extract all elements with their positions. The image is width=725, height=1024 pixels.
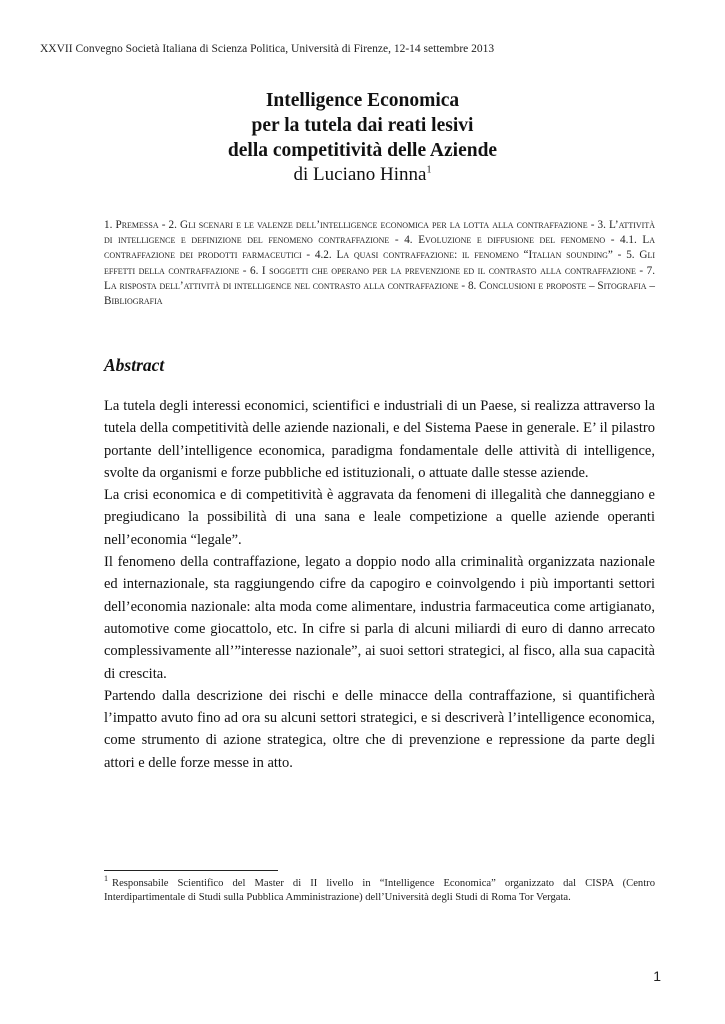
- abstract-paragraph: La crisi economica e di competitività è aggravata da fenomeni di illegalità che danneggiano e pregiudicano la possibilità di una sana e leale competizione a quelle aziende operanti nell’economia “legale”.: [104, 487, 655, 548]
- author-line: [0, 163, 725, 187]
- title-line-2: per la tutela dai reati lesivi: [251, 115, 474, 136]
- footnote-separator: [104, 870, 278, 871]
- abstract-heading: Abstract: [104, 355, 165, 375]
- footnote-reference: 1: [426, 164, 432, 176]
- table-of-contents: 1. Premessa - 2. Gli scenari e le valenze dell’intelligence economica per la lotta alla contraffazione - 3. L’attività di intelligence e definizione del fenomeno contraffazione - 4. Evoluzione e diffusione del fenomeno - 4.1. La contraffazione dei prodotti farmaceutici - 4.2. La quasi contraffazione: il fenomeno “Italian sounding” - 5. Gli effetti della contraffazione - 6. I soggetti che operano per la prevenzione ed il contrasto alla contraffazione - 7. La risposta dell’attività di intelligence nel contrasto alla contraffazione - 8. Conclusioni e proposte – Sitografia – Bibliografia: [104, 219, 655, 308]
- abstract-body: [104, 395, 655, 774]
- author-name: di Luciano Hinna: [293, 164, 427, 185]
- title-line-3: della competitività delle Aziende: [227, 140, 498, 161]
- title-block: [0, 88, 725, 187]
- footnote: [104, 874, 655, 905]
- abstract-paragraph: Il fenomeno della contraffazione, legato a doppio nodo alla criminalità organizzata nazionale ed internazionale, sta raggiungendo cifre da capogiro e coinvolgendo i più importanti settori dell’economia nazionale: alta moda come alimentare, industria farmaceutica come artigianato, automotive come giocattolo, etc. In cifre si parla di alcuni miliardi di euro di danno arrecato complessivamente all’”interesse nazionale”, ai suoi settori strategici, al fisco, alla sua capacità di crescita.: [104, 554, 655, 682]
- abstract-paragraph: La tutela degli interessi economici, scientifici e industriali di un Paese, si realizza attraverso la tutela della competitività delle aziende nazionali, e del Sistema Paese in generale. E’ il pilastro portante dell’intelligence economica, paradigma fondamentale delle attività di intelligence, svolte da organismi e forze pubbliche ed istituzionali, o attuate dalle stesse aziende.: [104, 398, 655, 481]
- footnote-text: Responsabile Scientifico del Master di II livello in “Intelligence Economica” organizzato dal CISPA (Centro Interdipartimentale di Studi sulla Pubblica Amministrazione) dell’Università degli Studi di Roma Tor Vergata.: [104, 878, 655, 903]
- running-header: XXVII Convegno Società Italiana di Scienza Politica, Università di Firenze, 12-14 settembre 2013: [40, 43, 495, 55]
- page-number: 1: [653, 968, 661, 984]
- footnote-marker: 1: [104, 874, 108, 884]
- title-line-1: Intelligence Economica: [265, 90, 460, 111]
- abstract-paragraph: Partendo dalla descrizione dei rischi e delle minacce della contraffazione, si quantificherà l’impatto avuto fino ad ora su alcuni settori strategici, e si descriverà l’intelligence economica, come strumento di azione strategica, oltre che di prevenzione e repressione da parte degli attori e delle forze messe in atto.: [104, 687, 655, 771]
